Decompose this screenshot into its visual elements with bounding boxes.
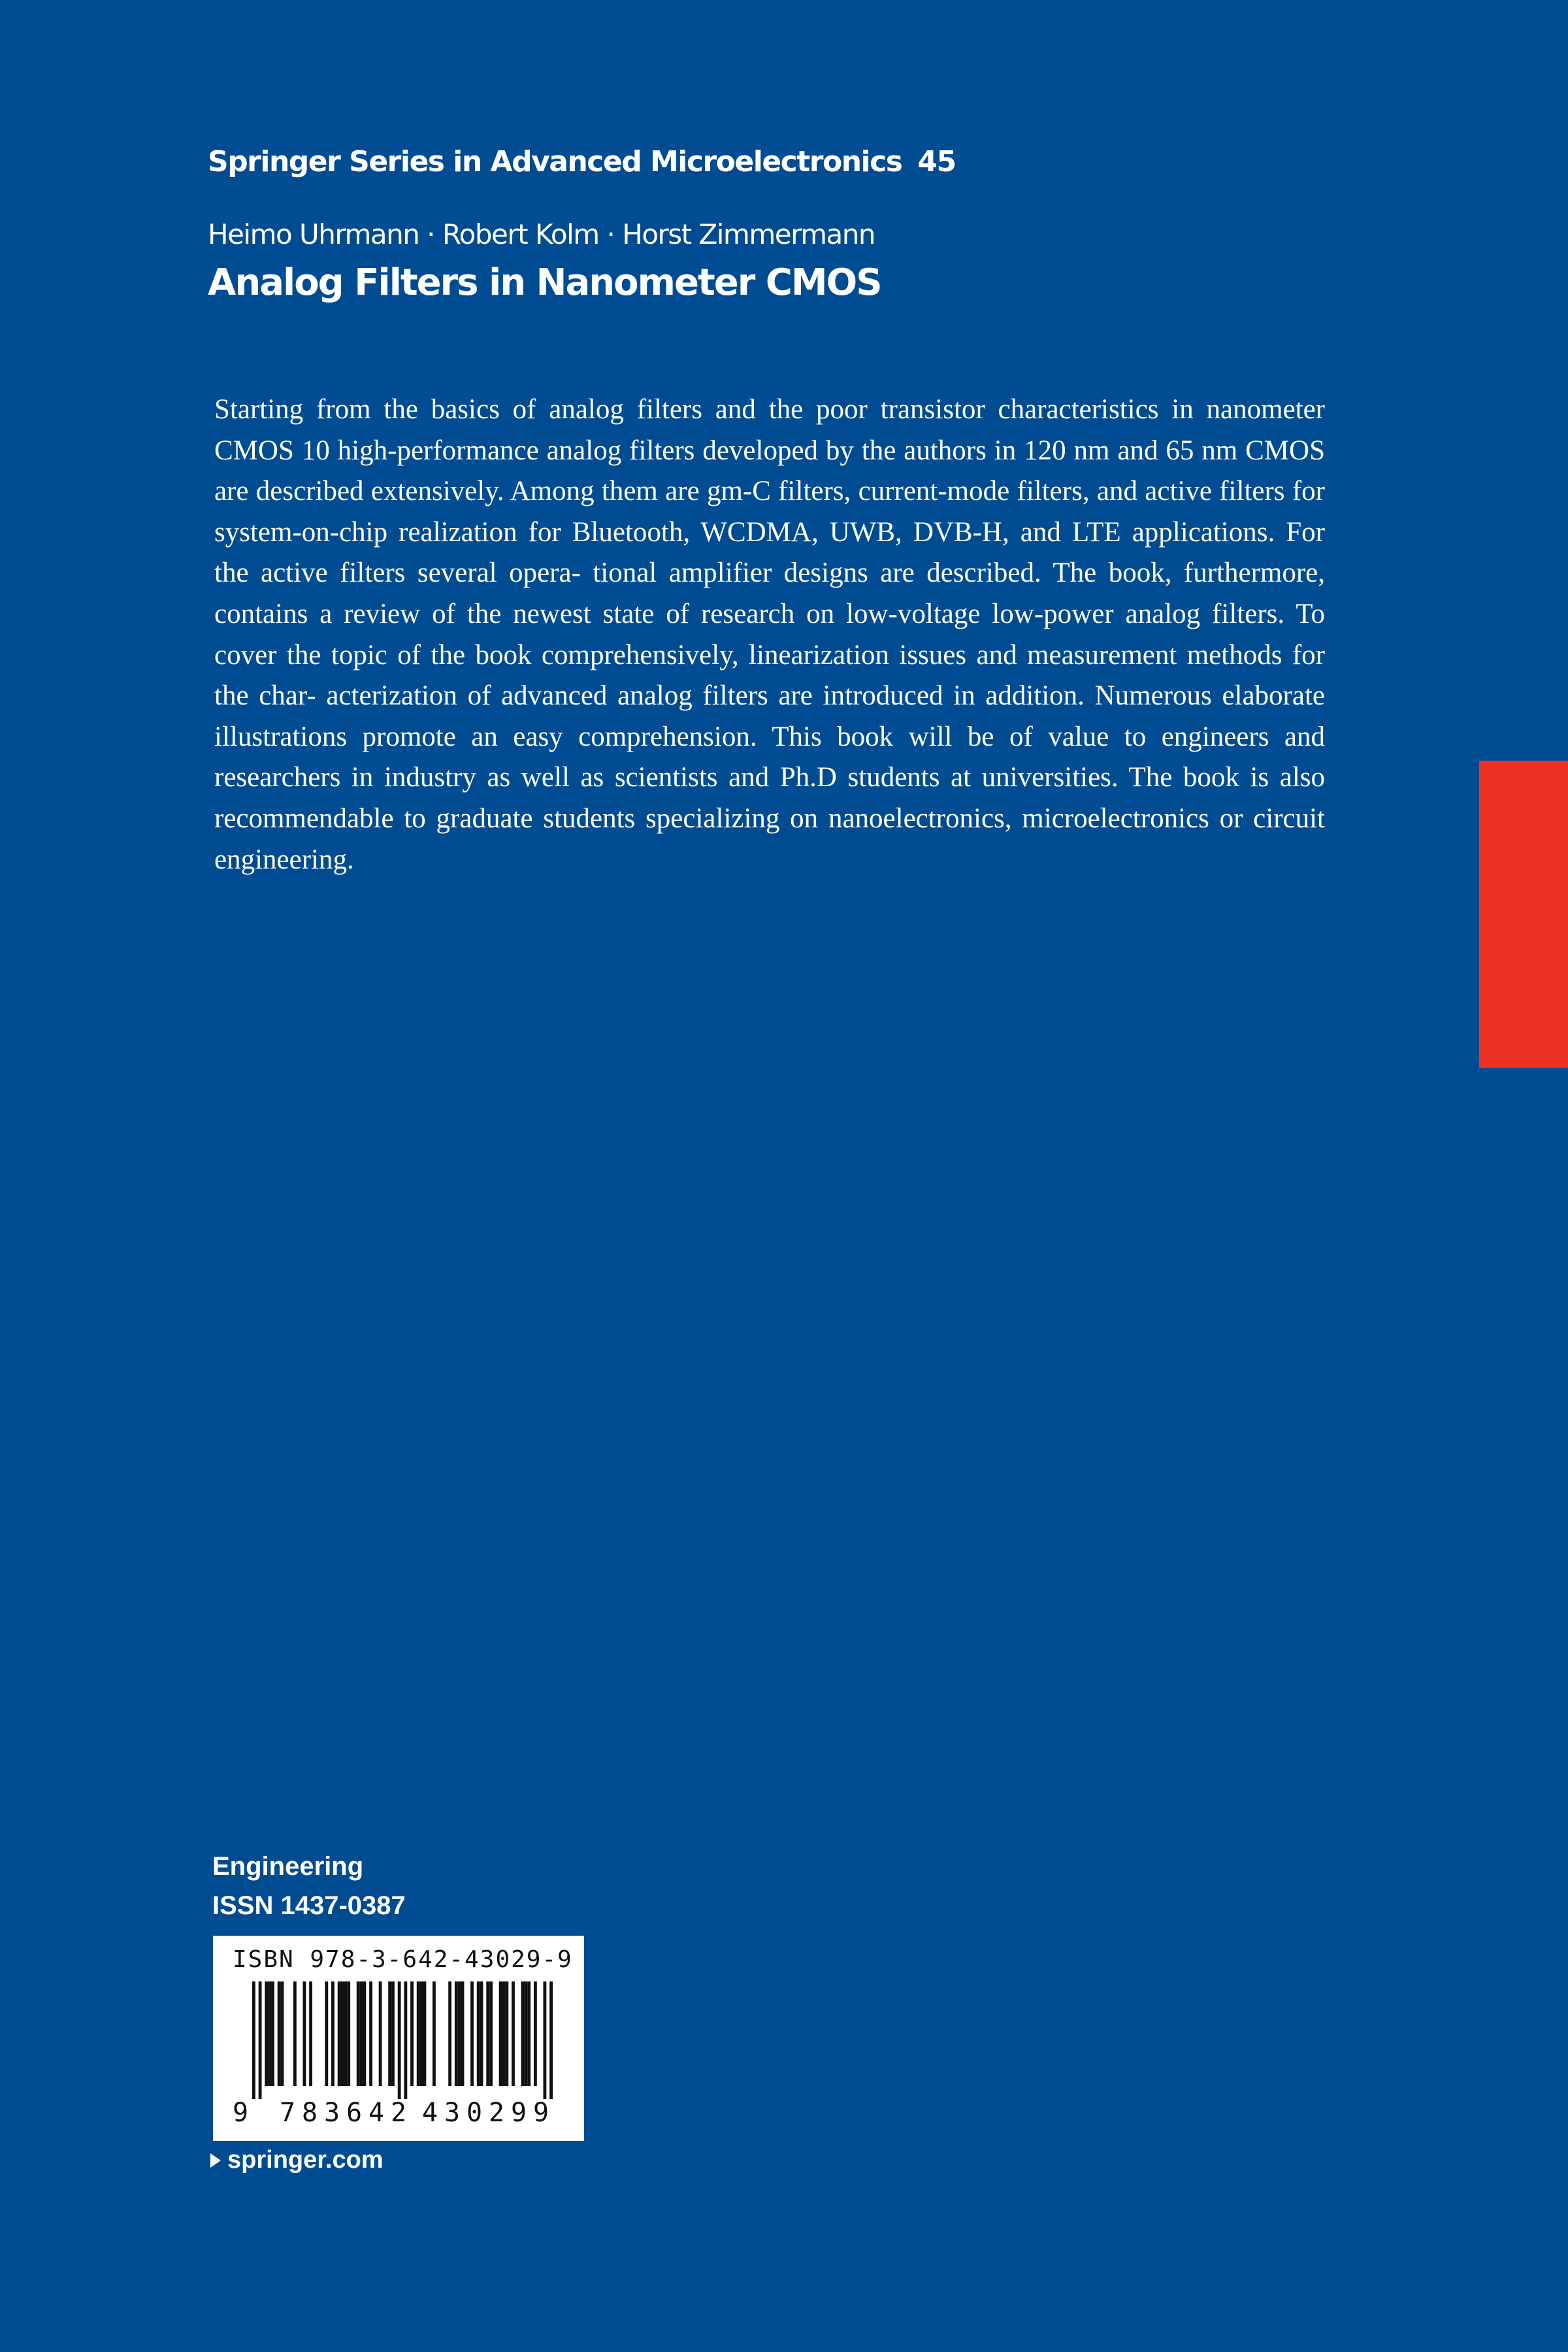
barcode-bar <box>404 1981 407 2099</box>
barcode-bar <box>448 1981 451 2086</box>
barcode-bar <box>388 1981 391 2086</box>
blurb-line: acterization of advanced analog filters are introduced in addition. Numerous elaborate <box>326 680 1325 712</box>
barcode-bars-icon <box>252 1981 553 2099</box>
blurb-line: the book comprehensively, linearization issues and measurement methods for the char- <box>214 639 1326 712</box>
subject-label: Engineering <box>212 1852 364 1881</box>
barcode-bar <box>480 1981 483 2086</box>
barcode-bar <box>309 1981 312 2086</box>
series-name: Springer Series in Advanced Microelectronics <box>208 145 902 178</box>
barcode-bar <box>458 1981 461 2086</box>
series-number: 45 <box>917 145 956 178</box>
ean-digit: 7 <box>280 2098 296 2128</box>
barcode-bar <box>461 1981 465 2086</box>
ean-digit: 0 <box>466 2098 483 2128</box>
barcode-bar <box>302 1981 306 2086</box>
barcode-bar <box>423 1981 426 2086</box>
red-accent-tab <box>1479 761 1568 1068</box>
barcode-bar <box>369 1981 372 2086</box>
barcode <box>213 1936 584 2141</box>
barcode-bar <box>391 1981 395 2086</box>
barcode-bar <box>363 1981 366 2086</box>
ean-digit: 3 <box>444 2098 461 2128</box>
book-title: Analog Filters in Nanometer CMOS <box>208 261 881 304</box>
ean-digit: 4 <box>368 2098 385 2128</box>
barcode-bar <box>357 1981 360 2086</box>
ean-digit: 9 <box>533 2098 549 2128</box>
barcode-bar <box>259 1981 262 2099</box>
blurb-line: newest state of research on low-voltage low-power analog filters. To cover the topic of <box>214 598 1325 671</box>
barcode-bar <box>486 1981 489 2086</box>
authors: Heimo Uhrmann · Robert Kolm · Horst Zimmermann <box>208 218 875 250</box>
blurb-line: book is also recommendable to graduate students specializing on nanoelectronics, <box>214 762 1326 834</box>
ean-digit: 9 <box>511 2098 527 2128</box>
barcode-bar <box>281 1981 284 2086</box>
blurb-line: tional amplifier designs are described. The book, furthermore, contains a review of the <box>214 557 1326 629</box>
barcode-bar <box>489 1981 493 2086</box>
barcode-bar <box>512 1981 515 2086</box>
barcode-bar <box>477 1981 480 2086</box>
barcode-bar <box>379 1981 382 2086</box>
blurb <box>214 389 1325 880</box>
barcode-bar <box>265 1981 268 2086</box>
blurb-line: 120 nm and 65 nm CMOS are described extensively. Among them are gm-C filters, <box>214 435 1325 507</box>
blurb-line: and researchers in industry as well as scientists and Ph.D students at universities. The <box>214 721 1325 793</box>
issn: ISSN 1437-0387 <box>212 1891 406 1920</box>
barcode-bar <box>293 1981 297 2086</box>
barcode-bar <box>470 1981 474 2086</box>
barcode-bar <box>505 1981 508 2086</box>
barcode-bar <box>331 1981 335 2086</box>
barcode-bar <box>433 1981 436 2086</box>
series-line <box>208 145 956 178</box>
barcode-bar <box>271 1981 274 2086</box>
blurb-line: illustrations promote an easy comprehension. This book will be of value to engineers <box>214 721 1269 752</box>
barcode-bar <box>410 1981 414 2086</box>
barcode-bar <box>325 1981 328 2086</box>
barcode-bar <box>502 1981 506 2086</box>
ean-digits <box>229 2098 568 2132</box>
blurb-line: WCDMA, UWB, DVB-H, and LTE applications. For the active filters several opera- <box>214 516 1325 589</box>
ean-digit: 2 <box>391 2098 407 2128</box>
blurb-line: microelectronics or circuit engineering. <box>214 803 1326 875</box>
barcode-bar <box>338 1981 341 2086</box>
ean-digit: 3 <box>324 2098 340 2128</box>
barcode-bar <box>534 1981 537 2086</box>
barcode-bar <box>341 1981 344 2086</box>
barcode-bar <box>417 1981 420 2086</box>
blurb-line: current-mode filters, and active filters for system-on-chip realization for Bluetooth, <box>214 476 1325 548</box>
barcode-bar <box>347 1981 350 2086</box>
blurb-line: Starting from the basics of analog filters and the poor transistor characteristics in <box>214 394 1194 425</box>
barcode-bar <box>268 1981 271 2086</box>
website-text: springer.com <box>227 2146 384 2174</box>
barcode-bar <box>278 1981 281 2086</box>
barcode-bar <box>549 1981 553 2099</box>
barcode-bar <box>499 1981 502 2086</box>
barcode-bar <box>398 1981 401 2099</box>
blurb-line: nanometer CMOS 10 high-performance analog filters developed by the authors in <box>214 394 1326 466</box>
ean-digit: 9 <box>233 2098 249 2128</box>
barcode-bar <box>543 1981 546 2099</box>
barcode-bar <box>252 1981 255 2099</box>
barcode-bar <box>524 1981 527 2086</box>
ean-digit: 2 <box>489 2098 505 2128</box>
barcode-bar <box>527 1981 531 2086</box>
barcode-bar <box>420 1981 423 2086</box>
ean-digit: 6 <box>346 2098 363 2128</box>
barcode-bar <box>344 1981 347 2086</box>
arrow-right-icon <box>210 2153 221 2168</box>
barcode-bar <box>455 1981 458 2086</box>
isbn-label: ISBN 978-3-642-43029-9 <box>233 1946 573 1973</box>
ean-digit: 8 <box>302 2098 318 2128</box>
barcode-bar <box>521 1981 525 2086</box>
ean-digit: 4 <box>422 2098 438 2128</box>
website-link[interactable] <box>210 2146 384 2174</box>
barcode-bar <box>360 1981 363 2086</box>
